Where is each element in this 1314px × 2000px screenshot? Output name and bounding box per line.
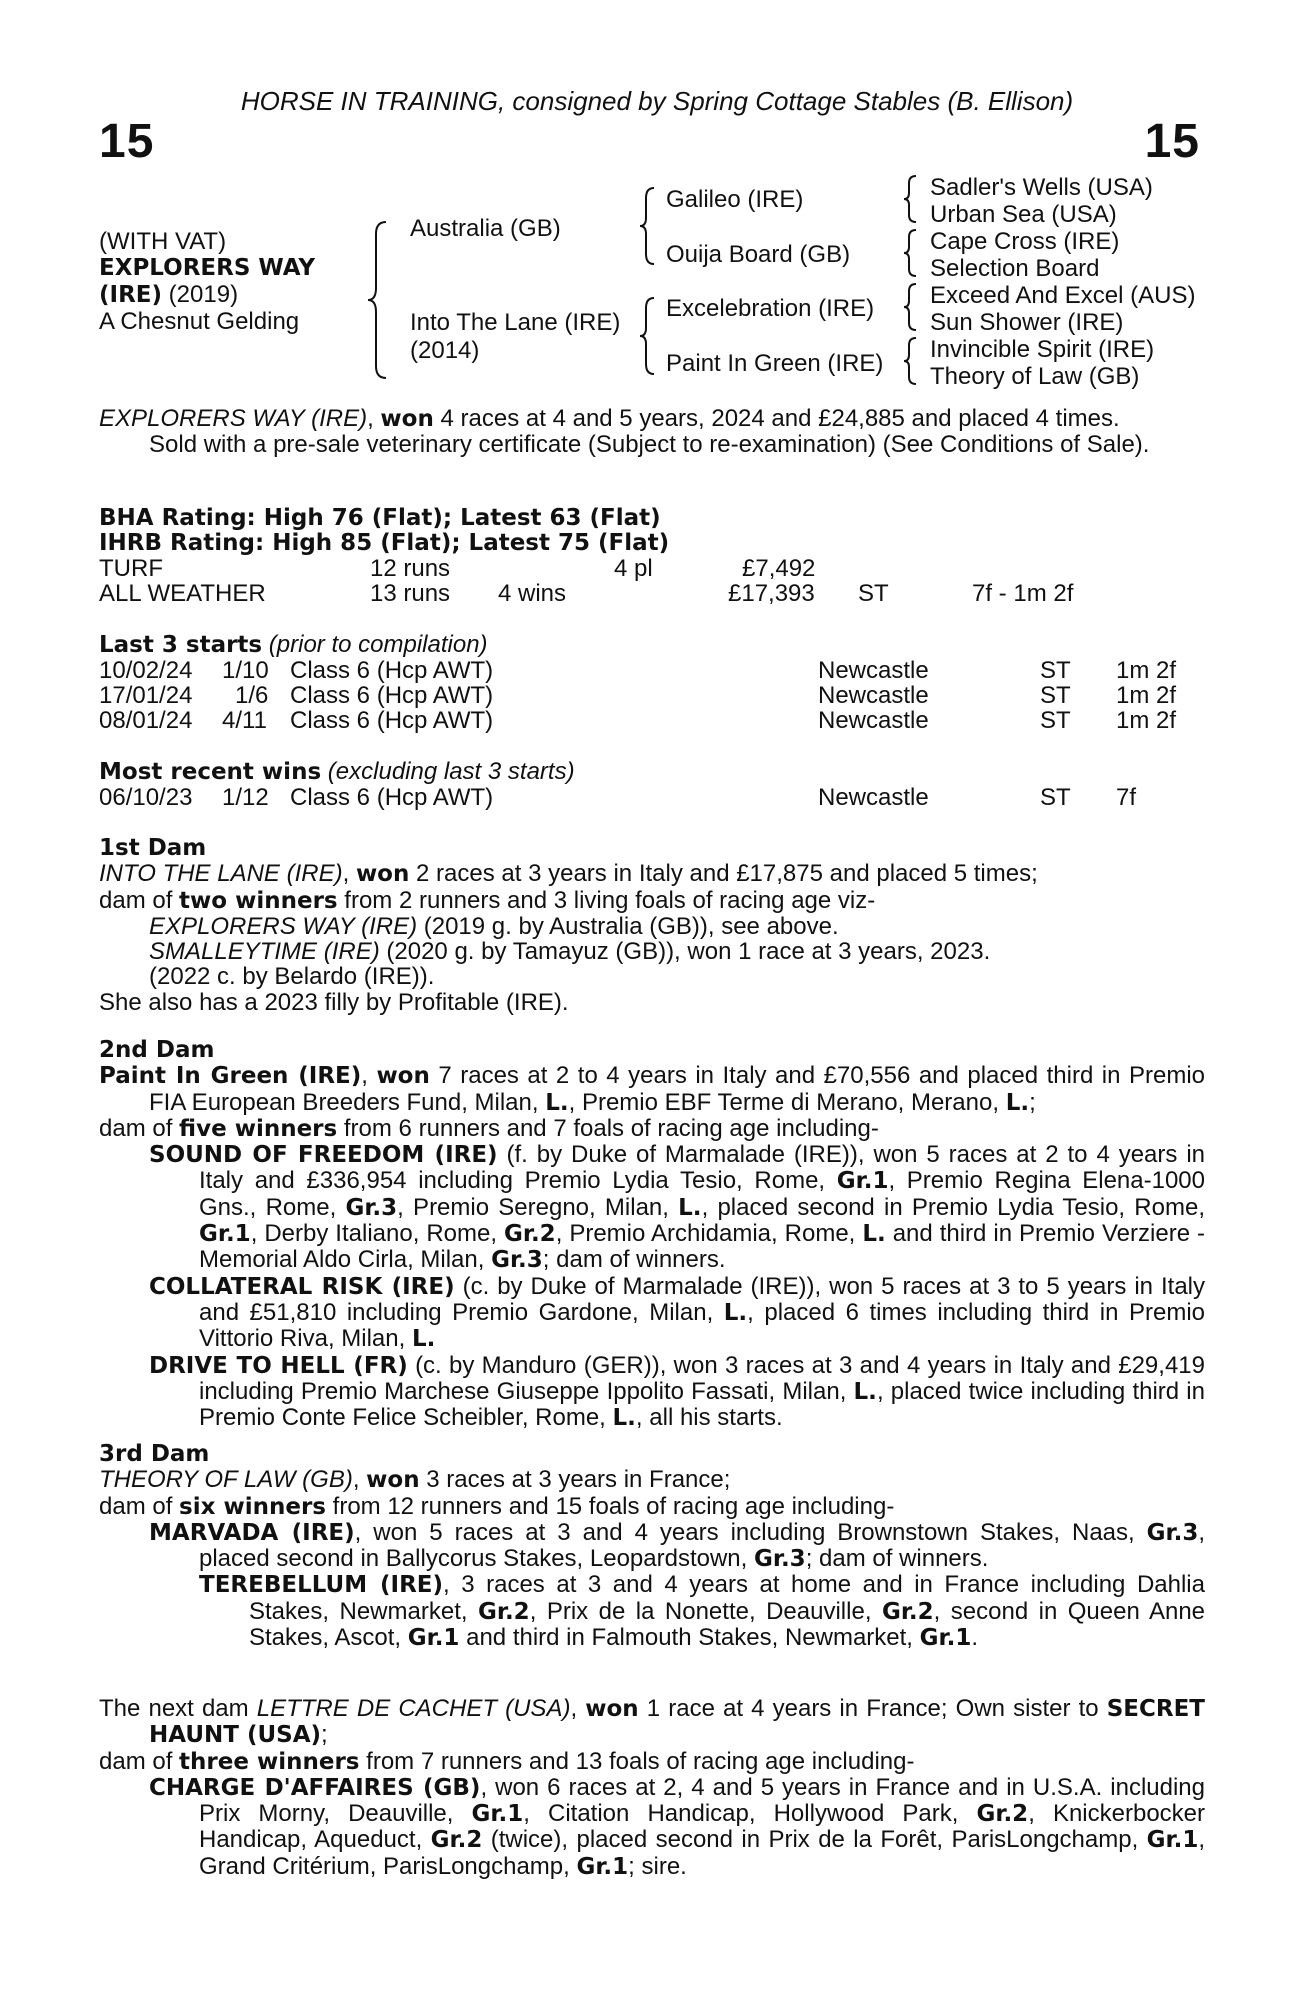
form-date: 17/01/24 <box>99 682 193 709</box>
listed-badge: L. <box>1005 1089 1030 1116</box>
record-text: , won 6 races at 2, 4 and 5 years in France and in U.S.A. including Prix Morny, Deauville, <box>199 1773 1205 1828</box>
pedigree-g3-sss: Sadler's Wells (USA) <box>930 174 1153 201</box>
lot-number-right: 15 <box>1144 115 1200 168</box>
form-course: Newcastle <box>818 707 929 734</box>
form-race: Class 6 (Hcp AWT) <box>290 784 494 811</box>
summary-won: won <box>380 406 434 432</box>
pedigree-sire-dam: Ouija Board (GB) <box>666 241 851 268</box>
group-badge: Gr.1 <box>919 1625 972 1652</box>
form-row <box>0 658 1314 684</box>
group-badge: Gr.2 <box>504 1221 556 1248</box>
progeny-item: (2022 c. by Belardo (IRE)). <box>149 963 435 991</box>
first-dam-heading: 1st Dam <box>99 835 207 861</box>
surface-distance: 7f - 1m 2f <box>972 580 1074 607</box>
form-position: 1/6 <box>235 682 269 709</box>
pedigree-g3-dsd: Sun Shower (IRE) <box>930 309 1124 336</box>
group-badge: Gr.3 <box>345 1194 398 1221</box>
record-text: , <box>570 1695 586 1722</box>
form-going: ST <box>1040 784 1071 811</box>
third-dam-heading: 3rd Dam <box>99 1441 210 1467</box>
group-badge: Gr.3 <box>1146 1519 1199 1546</box>
lot-number-left: 15 <box>99 115 155 168</box>
progeny-item <box>99 1142 1205 1273</box>
pedigree-g3-sdd: Selection Board <box>930 255 1100 282</box>
recent-wins-note: (excluding last 3 starts) <box>321 758 575 785</box>
progeny-item <box>99 1775 1205 1880</box>
sister-name: SECRET HAUNT (USA) <box>149 1696 1205 1749</box>
group-badge: Gr.1 <box>471 1801 524 1828</box>
pedigree-g3-dds: Invincible Spirit (IRE) <box>930 336 1155 363</box>
pedigree-dam-dam: Paint In Green (IRE) <box>666 350 884 377</box>
listed-badge: L. <box>411 1326 436 1353</box>
pedigree-brace-g3-2 <box>904 228 920 278</box>
winners-count: three winners <box>179 1748 360 1775</box>
runners-summary: from 12 runners and 15 foals of racing age including- <box>325 1492 895 1520</box>
dam-of-label: dam of <box>99 1114 180 1142</box>
pedigree-g3-ssd: Urban Sea (USA) <box>930 201 1117 228</box>
form-course: Newcastle <box>818 657 929 684</box>
record-text: , Grand Critérium, ParisLongchamp, <box>199 1826 1205 1880</box>
surface-row <box>0 581 1314 607</box>
pedigree-sire: Australia (GB) <box>410 215 561 242</box>
record-text: , Knickerbocker Handicap, Aqueduct, <box>199 1800 1206 1854</box>
group-badge: Gr.1 <box>199 1221 251 1248</box>
dam-of-label: dam of <box>99 886 180 914</box>
third-dam-name: THEORY OF LAW (GB) <box>99 1466 353 1494</box>
form-date: 08/01/24 <box>99 707 193 734</box>
record-text: , second in Queen Anne Stakes, Ascot, <box>249 1597 1206 1652</box>
form-date: 06/10/23 <box>99 784 193 811</box>
form-going: ST <box>1040 707 1071 734</box>
progeny-item <box>99 1572 1205 1651</box>
pedigree-dam: Into The Lane (IRE) <box>410 309 621 336</box>
pedigree-g3-sds: Cape Cross (IRE) <box>930 228 1120 255</box>
record-text: , all his starts. <box>635 1404 783 1432</box>
group-badge: Gr.2 <box>976 1801 1029 1828</box>
summary-record: 4 races at 4 and 5 years, 2024 and £24,885 and placed 4 times. <box>433 405 1120 432</box>
progeny-name: CHARGE D'AFFAIRES (GB) <box>149 1774 481 1801</box>
dam-of-label: dam of <box>99 1492 180 1520</box>
first-dam-section: 1st Dam INTO THE LANE (IRE), won 2 races at 3 years in Italy and £17,875 and placed 5 times; dam of two winners from 2 runners and 3 living foals of racing age viz- EXPLORERS WAY (IRE) (2019 g. by Australia (GB)), see above. SMALLEYTIME (IRE) (2020 g. by Tamayuz (GB)), won 1 race at 3 years, 2023. (2022 c. by Belardo (IRE)). She also has a 2023 filly by Profitable (IRE). <box>99 836 1205 1015</box>
surface-wins: 4 wins <box>498 580 567 607</box>
surface-prize: £17,393 <box>728 580 815 607</box>
pedigree-g3-dss: Exceed And Excel (AUS) <box>930 282 1196 309</box>
next-dam-name: LETTRE DE CACHET (USA) <box>256 1695 571 1722</box>
second-dam-name: Paint In Green (IRE) <box>99 1063 362 1090</box>
form-course: Newcastle <box>818 784 929 811</box>
progeny-name: MARVADA (IRE) <box>149 1519 355 1546</box>
listed-badge: L. <box>723 1299 748 1326</box>
form-distance: 1m 2f <box>1116 657 1177 684</box>
form-row <box>0 708 1314 734</box>
surface-going: ST <box>858 580 889 607</box>
progeny-name: TEREBELLUM (IRE) <box>199 1572 444 1599</box>
listed-badge: L. <box>853 1378 877 1405</box>
surface-runs: 13 runs <box>370 580 451 607</box>
pedigree-brace-gen1 <box>368 220 392 380</box>
group-badge: Gr.2 <box>881 1598 934 1625</box>
progeny-item <box>99 1274 1205 1353</box>
group-badge: Gr.1 <box>576 1853 629 1880</box>
record-text: , Premio Archidamia, Rome, <box>555 1220 863 1248</box>
winners-count: two winners <box>179 887 338 914</box>
winners-count: six winners <box>179 1493 326 1520</box>
group-badge: Gr.2 <box>430 1827 483 1854</box>
pedigree-brace-dam <box>640 296 660 376</box>
runners-summary: from 6 runners and 7 foals of racing age including- <box>337 1114 879 1142</box>
form-race: Class 6 (Hcp AWT) <box>290 657 494 684</box>
record-text: and third in Falmouth Stakes, Newmarket, <box>459 1624 920 1652</box>
record-text: , placed second in Premio Lydia Tesio, Rome, <box>701 1193 1205 1221</box>
vet-certificate-note: Sold with a pre-sale veterinary certificate (Subject to re-examination) (See Conditions of Sale). <box>149 431 1150 459</box>
record-text: , Premio EBF Terme di Merano, Merano, <box>568 1088 1006 1116</box>
progeny-item <box>99 914 1205 939</box>
group-badge: Gr.3 <box>491 1247 543 1274</box>
group-badge: Gr.1 <box>1146 1827 1199 1854</box>
third-dam-section: 3rd Dam THEORY OF LAW (GB), won 3 races at 3 years in France; dam of six winners from 12 runners and 15 foals of racing age including- MARVADA (IRE), won 5 races at 3 and 4 years including Brownstown Stakes, Naas, Gr.3, placed second in Ballycorus Stakes, Leopardstown, Gr.3; dam of winners. TEREBELLUM (IRE), 3 races at 3 and 4 years at home and in France including Dahlia Stakes, Newmarket, Gr.2, Prix de la Nonette, Deauville, Gr.2, second in Queen Anne Stakes, Ascot, Gr.1 and third in Falmouth Stakes, Newmarket, Gr.1. <box>99 1441 1206 1652</box>
record-text: , Premio Regina Elena-1000 Gns., Rome, <box>199 1167 1205 1221</box>
record-text: . <box>971 1624 978 1652</box>
pedigree-brace-sire <box>640 186 660 266</box>
record-text: (f. by Duke of Marmalade (IRE)), won 5 races at 2 to 4 years in Italy and £336,954 including Premio Lydia Tesio, Rome, <box>199 1141 1205 1195</box>
won-label: won <box>585 1696 639 1722</box>
vat-note: (WITH VAT) <box>99 228 227 255</box>
record-text: ; <box>321 1721 328 1749</box>
recent-wins-heading: Most recent wins <box>99 759 322 785</box>
record-text: 7 races at 2 to 4 years in Italy and £70,556 and placed third in Premio FIA European Breeders Fund, Milan, <box>149 1062 1205 1116</box>
progeny-name: SMALLEYTIME (IRE) <box>149 938 380 966</box>
group-badge: Gr.2 <box>478 1598 530 1625</box>
record-text: , Prix de la Nonette, Deauville, <box>529 1597 882 1625</box>
listed-badge: L. <box>612 1405 636 1432</box>
form-going: ST <box>1040 682 1071 709</box>
won-label: won <box>355 861 410 888</box>
progeny-item <box>99 939 1205 964</box>
listed-badge: L. <box>678 1194 702 1221</box>
pedigree-dam-sire: Excelebration (IRE) <box>666 295 875 322</box>
horse-description: A Chesnut Gelding <box>99 308 300 335</box>
record-text: ; dam of winners. <box>805 1545 989 1573</box>
horse-name: EXPLORERS WAY <box>99 255 315 281</box>
pedigree-brace-g3-1 <box>904 174 920 224</box>
race-summary: EXPLORERS WAY (IRE), won 4 races at 4 and 5 years, 2024 and £24,885 and placed 4 times. Sold with a pre-sale veterinary certificate (Subject to re-examination) (See Conditions of Sale). <box>99 406 1205 458</box>
first-dam-record: 2 races at 3 years in Italy and £17,875 and placed 5 times; <box>409 860 1038 888</box>
surface-placed: 4 pl <box>614 555 653 582</box>
group-badge: Gr.1 <box>407 1625 460 1652</box>
horse-year: (2019) <box>162 281 239 308</box>
horse-suffix: (IRE) <box>99 282 163 308</box>
form-course: Newcastle <box>818 682 929 709</box>
form-distance: 1m 2f <box>1116 682 1177 709</box>
form-distance: 1m 2f <box>1116 707 1177 734</box>
next-dam-section <box>99 1696 1205 1880</box>
pedigree-brace-g3-4 <box>904 336 920 386</box>
second-dam-section: 2nd Dam Paint In Green (IRE), won 7 races at 2 to 4 years in Italy and £70,556 and placed third in Premio FIA European Breeders Fund, Milan, L., Premio EBF Terme di Merano, Merano, L.; dam of five winners from 6 runners and 7 foals of racing age including- SOUND OF FREEDOM (IRE) (f. by Duke of Marmalade (IRE)), won 5 races at 2 to 4 years in Italy and £336,954 including Premio Lydia Tesio, Rome, Gr.1, Premio Regina Elena-1000 Gns., Rome, Gr.3, Premio Seregno, Milan, L., placed second in Premio Lydia Tesio, Rome, Gr.1, Derby Italiano, Rome, Gr.2, Premio Archidamia, Rome, L. and third in Premio Verziere - Memorial Aldo Cirla, Milan, Gr.3; dam of winners. COLLATERAL RISK (IRE) (c. by Duke of Marmalade (IRE)), won 5 races at 3 to 5 years in Italy and £51,810 including Premio Gardone, Milan, L., placed 6 times including third in Premio Vittorio Riva, Milan, L. DRIVE TO HELL (FR) (c. by Manduro (GER)), won 3 races at 3 and 4 years in Italy and £29,419 including Premio Marchese Giuseppe Ippolito Fassati, Milan, L., placed twice including third in Premio Conte Felice Scheibler, Rome, L., all his starts. <box>99 1037 1206 1432</box>
runners-summary: from 2 runners and 3 living foals of racing age viz- <box>337 886 876 914</box>
record-text: , placed 6 times including third in Premio Vittorio Riva, Milan, <box>199 1298 1206 1353</box>
record-text: 3 races at 3 years in France; <box>419 1466 731 1494</box>
progeny-record: (2020 g. by Tamayuz (GB)), won 1 race at 3 years, 2023. <box>379 938 991 966</box>
progeny-record: (2019 g. by Australia (GB)), see above. <box>417 912 839 940</box>
record-text: (c. by Duke of Marmalade (IRE)), won 5 races at 3 to 5 years in Italy and £51,810 including Premio Gardone, Milan, <box>199 1272 1206 1326</box>
record-text: 1 race at 4 years in France; Own sister to <box>638 1695 1107 1722</box>
record-text: ; <box>1029 1088 1036 1116</box>
page-header: HORSE IN TRAINING, consigned by Spring Cottage Stables (B. Ellison) <box>240 86 1074 116</box>
listed-badge: L. <box>545 1089 569 1116</box>
surface-row <box>0 556 1314 582</box>
first-dam-name: INTO THE LANE (IRE) <box>99 860 343 888</box>
second-dam-heading: 2nd Dam <box>99 1037 215 1063</box>
form-distance: 7f <box>1116 784 1137 811</box>
record-text: , placed twice including third in Premio Conte Felice Scheibler, Rome, <box>199 1377 1205 1432</box>
pedigree-g3-ddd: Theory of Law (GB) <box>930 363 1140 390</box>
progeny-name: SOUND OF FREEDOM (IRE) <box>149 1142 498 1169</box>
listed-badge: L. <box>862 1221 886 1248</box>
record-text: , placed second in Ballycorus Stakes, Leopardstown, <box>199 1518 1206 1573</box>
won-label: won <box>376 1063 430 1090</box>
progeny-item <box>99 1353 1205 1432</box>
pedigree-sire-sire: Galileo (IRE) <box>666 186 804 213</box>
record-text: , 3 races at 3 and 4 years at home and in France including Dahlia Stakes, Newmarket, <box>249 1571 1205 1625</box>
record-text: The next dam <box>99 1695 257 1722</box>
form-position: 1/12 <box>222 784 269 811</box>
bha-rating: BHA Rating: High 76 (Flat); Latest 63 (Flat) <box>99 505 661 531</box>
last3-note: (prior to compilation) <box>262 631 488 658</box>
first-dam-also: She also has a 2023 filly by Profitable (IRE). <box>99 988 569 1016</box>
record-text: , Derby Italiano, Rome, <box>250 1220 504 1248</box>
record-text: and third in Premio Verziere - Memorial Aldo Cirla, Milan, <box>199 1220 1206 1274</box>
group-badge: Gr.3 <box>754 1546 806 1573</box>
ihrb-rating: IHRB Rating: High 85 (Flat); Latest 75 (Flat) <box>99 530 670 556</box>
record-text: ; dam of winners. <box>542 1246 726 1274</box>
form-position: 1/10 <box>222 657 269 684</box>
summary-horse-name: EXPLORERS WAY (IRE) <box>99 405 368 432</box>
group-badge: Gr.1 <box>836 1168 889 1195</box>
progeny-name: COLLATERAL RISK (IRE) <box>149 1273 455 1300</box>
pedigree-brace-g3-3 <box>904 282 920 332</box>
record-text: , Premio Seregno, Milan, <box>397 1193 679 1221</box>
surface-prize: £7,492 <box>742 555 816 582</box>
form-row <box>0 683 1314 709</box>
record-text: , Citation Handicap, Hollywood Park, <box>523 1800 977 1828</box>
record-text: (twice), placed second in Prix de la Forêt, ParisLongchamp, <box>482 1826 1147 1854</box>
record-text: ; sire. <box>628 1852 687 1880</box>
surface-runs: 12 runs <box>370 555 451 582</box>
form-race: Class 6 (Hcp AWT) <box>290 707 494 734</box>
dam-of-label: dam of <box>99 1747 180 1775</box>
progeny-name: EXPLORERS WAY (IRE) <box>149 912 418 940</box>
form-row <box>0 785 1314 811</box>
record-text: (c. by Manduro (GER)), won 3 races at 3 and 4 years in Italy and £29,419 including Premio Marchese Giuseppe Ippolito Fassati, Milan, <box>199 1351 1205 1405</box>
progeny-name: DRIVE TO HELL (FR) <box>149 1352 408 1379</box>
pedigree-dam-year: (2014) <box>410 337 480 364</box>
form-race: Class 6 (Hcp AWT) <box>290 682 494 709</box>
form-position: 4/11 <box>222 707 267 734</box>
surface-label: ALL WEATHER <box>99 580 266 607</box>
progeny-item <box>99 1520 1205 1573</box>
won-label: won <box>366 1467 420 1494</box>
record-text: , won 5 races at 3 and 4 years including Brownstown Stakes, Naas, <box>354 1518 1147 1546</box>
form-date: 10/02/24 <box>99 657 193 684</box>
runners-summary: from 7 runners and 13 foals of racing age including- <box>359 1747 915 1775</box>
surface-label: TURF <box>99 555 163 582</box>
winners-count: five winners <box>179 1115 338 1142</box>
last3-heading: Last 3 starts <box>99 632 263 658</box>
form-going: ST <box>1040 657 1071 684</box>
